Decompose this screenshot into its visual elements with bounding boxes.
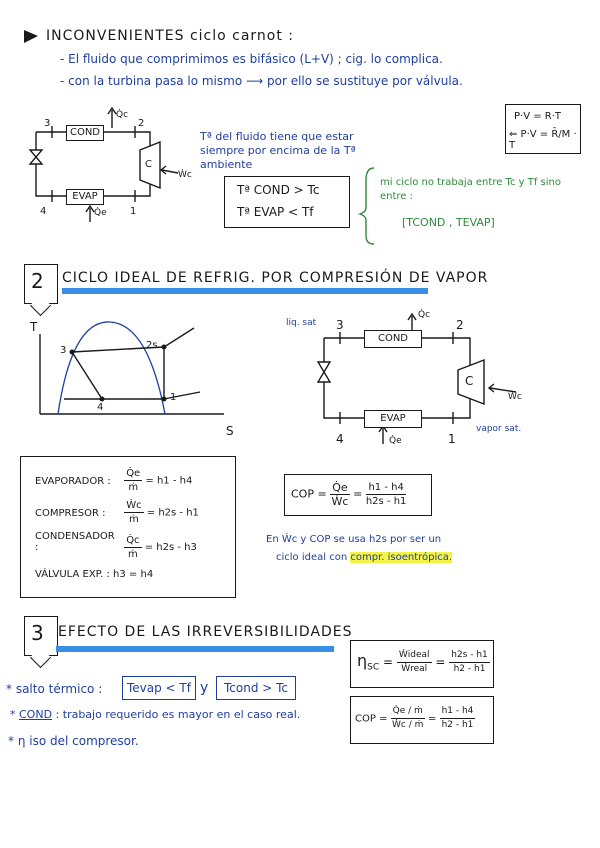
cop-den: Ẇc: [331, 495, 349, 508]
cop-real-box: [350, 696, 494, 744]
note-highlight: compr. isoentrópica.: [350, 552, 453, 563]
salto-box-cond: Tcond > Tc: [216, 676, 296, 700]
eta-den: Ẇreal: [401, 664, 428, 674]
node-4-label: 4: [40, 206, 47, 217]
saturation-dome: [58, 322, 165, 414]
note-line-2-text: ciclo ideal con: [276, 552, 348, 563]
eta-formula: [357, 649, 490, 676]
salto-label: * salto térmico :: [6, 682, 103, 696]
eq-condensador-den: ṁ: [128, 548, 138, 560]
salto-y: y: [200, 680, 209, 696]
energy-balance-box: [20, 456, 236, 598]
eta-den2: h2 - h1: [453, 664, 486, 674]
eta-eq: =: [382, 655, 394, 669]
eq-evaporador-num: Q̇e: [126, 468, 141, 479]
condenser-box-2: COND: [364, 330, 422, 348]
qe-label: Q̇e: [94, 208, 107, 218]
cop-eq: =: [353, 487, 363, 501]
cop-real-eq: =: [427, 713, 437, 725]
eta-symbol: η: [357, 651, 368, 670]
qc-label-2: Q̇c: [418, 310, 431, 320]
eq-evaporador-rhs: = h1 - h4: [145, 475, 193, 487]
ts-diagram: [40, 334, 224, 414]
eq-compresor: [35, 499, 235, 526]
salto-box-evap: Tevap < Tf: [122, 676, 196, 700]
eta-box: [350, 640, 494, 688]
eq-condensador: [35, 531, 235, 561]
eq-condensador-rhs: = h2s - h3: [144, 542, 197, 553]
bullet-arrow-icon: [24, 30, 38, 43]
section3-underline: [56, 646, 334, 652]
eq-evaporador-den: ṁ: [128, 482, 139, 493]
tcond-line: Tª COND > Tc: [237, 183, 320, 197]
eta-sub: SC: [367, 662, 380, 673]
cycle-range: [TCOND , TEVAP]: [402, 216, 495, 229]
node-4b-label: 4: [336, 432, 344, 446]
cop-real-den: Ẇc / ṁ: [392, 720, 424, 730]
ideal-gas-box: [505, 104, 581, 154]
section2-number-tag: [24, 264, 58, 304]
ts-axis-s: S: [226, 424, 234, 438]
eq-condensador-num: Q̇c: [126, 534, 140, 546]
eta-num: Ẇideal: [397, 649, 432, 663]
evaporator-box: EVAP: [66, 189, 104, 205]
ideal-gas-line1: P·V = R·T: [514, 111, 562, 122]
node-3b-label: 3: [336, 318, 344, 332]
ideal-gas-line2: ⇐ P·V = R̄/M · T: [509, 129, 577, 151]
cond-word: COND: [19, 708, 53, 721]
bullet-text-1: - El fluido que comprimimos es bifásico (L+V) ; cig. lo complica.: [60, 52, 443, 66]
node-1b-label: 1: [448, 432, 456, 446]
section2-number: 2: [31, 269, 44, 293]
cycle-diagram-1: [30, 108, 178, 222]
compressor-label-2: C: [465, 374, 474, 388]
condenser-box: COND: [66, 125, 104, 141]
compressor-label: C: [145, 159, 152, 170]
cop-real-num: Q̇e / ṁ: [391, 705, 425, 719]
ts-point-1: 1: [170, 392, 177, 403]
eq-valvula: VÁLVULA EXP. : h3 = h4: [35, 569, 154, 580]
cop-formula: [291, 481, 406, 508]
temperature-box: [224, 176, 350, 228]
section2-underline: [62, 288, 428, 294]
bullet-text-2: - con la turbina pasa lo mismo ⟶ por ello se sustituye por válvula.: [60, 74, 463, 88]
cop-real-num2: h1 - h4: [440, 705, 476, 719]
cop-num2: h1 - h4: [368, 482, 404, 493]
cop-den2: h2s - h1: [365, 496, 407, 507]
cond-rest: : trabajo requerido es mayor en el caso real.: [55, 708, 301, 721]
eq-compresor-rhs: = h2s - h1: [146, 507, 199, 519]
cond-line: [10, 708, 300, 721]
note-line-2: [276, 552, 452, 563]
brace-icon: [360, 168, 374, 244]
node-2b-label: 2: [456, 318, 464, 332]
cond-star: *: [10, 708, 16, 721]
evaporator-box-2: EVAP: [364, 410, 422, 428]
cop-num: Q̇e: [332, 481, 348, 494]
vapor-sat-label: vapor sat.: [476, 424, 522, 434]
eq-evaporador: [35, 467, 235, 494]
section3-number: 3: [31, 621, 44, 645]
eq-compresor-num: Ẇc: [126, 500, 142, 511]
eq-evaporador-label: EVAPORADOR :: [35, 475, 111, 487]
ts-point-2s: 2s: [146, 340, 158, 351]
eq-condensador-label: CONDENSADOR :: [35, 531, 115, 553]
liq-sat-label: liq. sat: [286, 318, 317, 328]
ts-axis-t: T: [30, 320, 38, 334]
node-2-label: 2: [138, 118, 145, 129]
ts-point-3: 3: [60, 345, 67, 356]
wc-label: Ẇc: [178, 170, 192, 180]
eta-eq2: =: [435, 655, 446, 669]
eq-compresor-label: COMPRESOR :: [35, 507, 106, 519]
cop-real-formula: [355, 705, 475, 732]
cop-lhs: COP =: [291, 487, 327, 501]
ts-point-4: 4: [97, 402, 104, 413]
node-3-label: 3: [44, 118, 51, 129]
section2-title: CICLO IDEAL DE REFRIG. POR COMPRESIÓN DE VAPOR: [62, 270, 489, 286]
temperature-note: Tª del fluido tiene que estar siempre por encima de la Tª ambiente: [200, 130, 356, 171]
node-1-label: 1: [130, 206, 137, 217]
cop-real-den2: h2 - h1: [441, 720, 474, 730]
cycle-range-note: mi ciclo no trabaja entre Tc y Tf sino entre :: [380, 177, 561, 202]
qe-label-2: Q̇e: [389, 436, 402, 446]
wc-label-2: Ẇc: [508, 392, 522, 402]
eq-compresor-den: ṁ: [129, 514, 139, 525]
section3-number-tag: [24, 616, 58, 656]
cop-box: [284, 474, 432, 516]
cop-real-lhs: COP =: [355, 713, 388, 725]
iso-line: * η iso del compresor.: [8, 734, 139, 748]
section1-title: INCONVENIENTES ciclo carnot :: [46, 28, 295, 44]
eta-num2: h2s - h1: [449, 649, 490, 663]
section3-title: EFECTO DE LAS IRREVERSIBILIDADES: [58, 624, 353, 640]
qc-label: Q̇c: [116, 110, 129, 120]
note-line-1: En Ẇc y COP se usa h2s por ser un: [266, 534, 442, 545]
tevap-line: Tª EVAP < Tf: [237, 205, 314, 219]
